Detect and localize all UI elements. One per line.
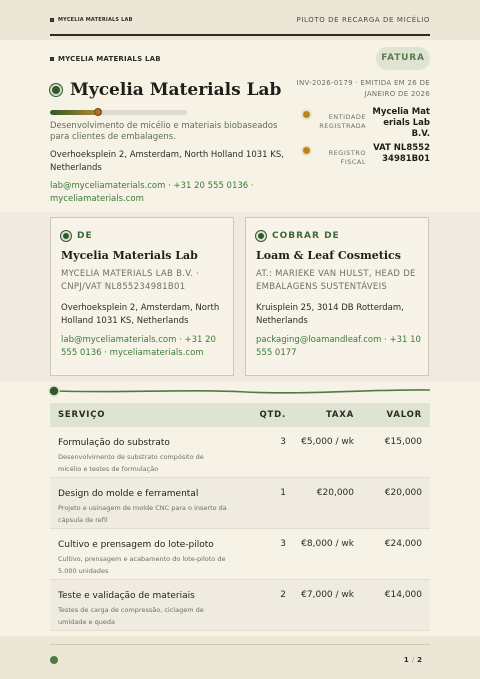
wave-line	[56, 390, 430, 393]
row-service	[50, 437, 240, 475]
from-name: Mycelia Materials Lab	[61, 249, 198, 262]
bill-to-dot-icon	[256, 231, 266, 241]
issuer-small-name: MYCELIA MATERIALS LAB	[58, 55, 161, 63]
from-caption-label: DE	[77, 231, 93, 241]
row-desc: Projeto e usinagem de molde CNC para o inserto da cápsula de refil	[58, 504, 227, 524]
table-row	[50, 580, 430, 631]
issuer-contact[interactable]: lab@myceliamaterials.com · +31 20 555 0136 · myceliamaterials.com	[50, 181, 254, 204]
row-service	[50, 590, 240, 628]
header-service: SERVIÇO	[58, 410, 106, 420]
row-service	[50, 488, 240, 526]
from-card	[50, 217, 234, 376]
wave-divider	[46, 382, 434, 400]
page-separator: /	[411, 656, 415, 664]
issuer-name: Mycelia Materials Lab	[70, 80, 282, 100]
bill-to-legal: AT.: MARIEKE VAN HULST, HEAD DE EMBALAGENS SUSTENTÁVEIS	[256, 269, 416, 292]
issuer-address: Overhoeksplein 2, Amsterdam, North Holland 1031 KS, Netherlands	[50, 150, 284, 173]
page-current: 1	[403, 656, 409, 664]
from-contact[interactable]: lab@myceliamaterials.com · +31 20 555 0136 · myceliamaterials.com	[61, 335, 216, 358]
wave-dot-icon	[49, 386, 59, 396]
issuer-square-icon	[50, 57, 54, 61]
row-desc: Desenvolvimento de substrato compósito de micélio e testes de formulação	[58, 453, 204, 473]
row-value: €14,000	[384, 590, 422, 600]
issuer-progress-bar	[50, 110, 187, 115]
invoice-number-line: INV-2026-0179 · EMITIDA EM 26 DE JANEIRO DE 2026	[296, 79, 430, 98]
gold-dot-icon	[303, 111, 310, 118]
row-title: Formulação do substrato	[58, 438, 170, 448]
top-rule	[50, 34, 430, 36]
from-address: Overhoeksplein 2, Amsterdam, North Holland 1031 KS, Netherlands	[61, 303, 220, 326]
row-value: €20,000	[384, 488, 422, 498]
page-footer	[0, 636, 480, 679]
services-table	[50, 403, 430, 631]
row-qty: 1	[280, 488, 286, 498]
page-total: 2	[417, 656, 422, 664]
row-desc: Testes de carga de compressão, ciclagem de umidade e queda	[58, 606, 204, 626]
issuer-title-row	[50, 80, 281, 100]
top-bar	[0, 0, 480, 40]
row-rate: €7,000 / wk	[301, 590, 354, 600]
progress-fill	[50, 110, 98, 115]
bill-to-caption	[256, 231, 340, 241]
table-row	[50, 478, 430, 529]
header-qty: QTD.	[259, 410, 286, 420]
footer-dot-icon	[50, 656, 58, 664]
row-title: Teste e validação de materiais	[58, 591, 195, 601]
row-value: €24,000	[384, 539, 422, 549]
top-brand-label: MYCELIA MATERIALS LAB	[58, 17, 133, 23]
bill-to-name: Loam & Leaf Cosmetics	[256, 249, 401, 262]
bill-to-card	[245, 217, 429, 376]
progress-knob-icon	[94, 108, 102, 116]
brand-square-icon	[50, 18, 54, 22]
top-brand	[50, 17, 133, 23]
row-title: Design do molde e ferramental	[58, 489, 199, 499]
row-title: Cultivo e prensagem do lote-piloto	[58, 540, 214, 550]
row-rate: €20,000	[316, 488, 354, 498]
bill-to-contact[interactable]: packaging@loamandleaf.com · +31 10 555 0177	[256, 335, 421, 358]
row-qty: 3	[280, 437, 286, 447]
header-value: VALOR	[386, 410, 422, 420]
gold-dot-icon	[303, 147, 310, 154]
tax-registry-label: REGISTRO FISCAL	[328, 149, 366, 166]
from-caption	[61, 231, 93, 241]
row-rate: €5,000 / wk	[301, 437, 354, 447]
row-rate: €8,000 / wk	[301, 539, 354, 549]
issuer-small-label	[50, 55, 161, 63]
logo-dot-icon	[50, 84, 62, 96]
issuer-tagline: Desenvolvimento de micélio e materiais biobaseados para clientes de embalagens.	[50, 121, 278, 142]
registered-entity-row	[303, 107, 430, 140]
invoice-badge: FATURA	[376, 47, 430, 70]
registered-entity-label: ENTIDADE REGISTRADA	[319, 113, 366, 130]
tax-registry-value: VAT NL855234981B01	[373, 143, 430, 164]
from-legal: MYCELIA MATERIALS LAB B.V. · CNPJ/VAT NL855234981B01	[61, 269, 200, 292]
row-service	[50, 539, 240, 577]
header-rate: TAXA	[325, 410, 354, 420]
row-desc: Cultivo, prensagem e acabamento do lote-piloto de 5.000 unidades	[58, 555, 226, 575]
bill-to-address: Kruisplein 25, 3014 DB Rotterdam, Netherlands	[256, 303, 404, 326]
tax-registry-row	[303, 143, 430, 167]
bill-to-caption-label: COBRAR DE	[272, 231, 340, 241]
row-qty: 3	[280, 539, 286, 549]
row-value: €15,000	[384, 437, 422, 447]
from-dot-icon	[61, 231, 71, 241]
table-header	[50, 403, 430, 427]
table-row	[50, 529, 430, 580]
row-qty: 2	[280, 590, 286, 600]
table-row	[50, 427, 430, 478]
registered-entity-value: Mycelia Materials Lab B.V.	[372, 107, 430, 139]
document-type-label: PILOTO DE RECARGA DE MICÉLIO	[296, 16, 430, 24]
page-indicator	[404, 656, 422, 664]
footer-rule	[50, 644, 430, 645]
